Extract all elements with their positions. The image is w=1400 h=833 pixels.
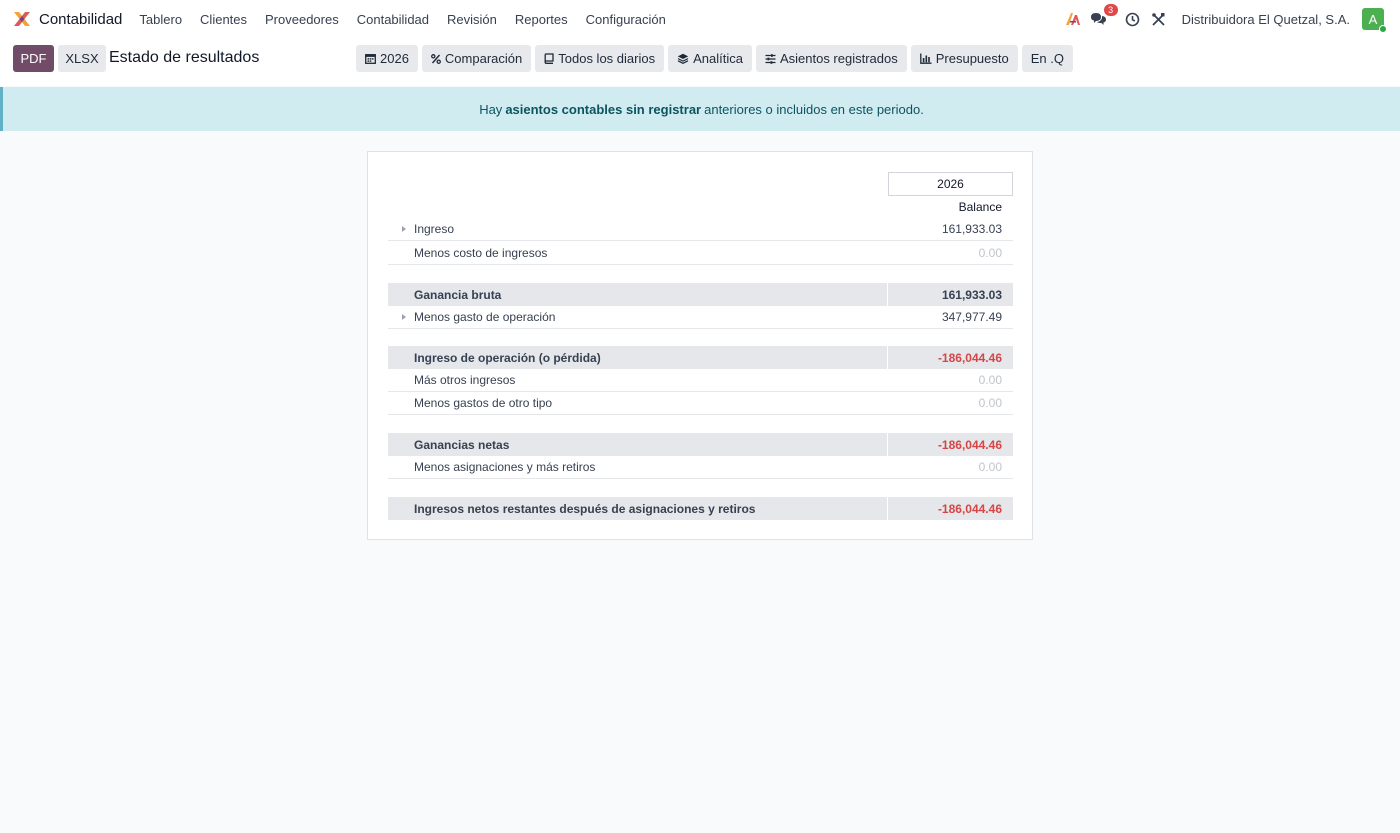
menu-item-proveedores[interactable]: Proveedores (265, 11, 339, 27)
row-label: Menos asignaciones y más retiros (414, 460, 596, 474)
row-value: 0.00 (978, 460, 1002, 474)
row-label: Ganancia bruta (414, 287, 502, 302)
row-value: 0.00 (978, 373, 1002, 387)
filter-posted-entries[interactable] (756, 45, 907, 72)
filter-comparison-label: Comparación (444, 51, 523, 66)
row-value[interactable]: 347,977.49 (941, 310, 1002, 324)
filter-analytic[interactable] (668, 45, 752, 72)
row-value: 161,933.03 (941, 287, 1002, 302)
menu-item-reportes[interactable]: Reportes (514, 11, 568, 27)
filter-budget-label: Presupuesto (935, 51, 1009, 66)
alert-suffix: anteriores o incluidos en este periodo. (704, 101, 924, 117)
tools-icon[interactable] (1150, 10, 1168, 28)
app-name: Contabilidad (39, 10, 123, 28)
layers-icon (677, 53, 689, 64)
row-label: Ingreso (414, 222, 455, 236)
menu-item-configuracion[interactable]: Configuración (585, 11, 666, 27)
filter-journals-label: Todos los diarios (558, 51, 656, 66)
filter-currency-label: En .Q (1030, 51, 1064, 66)
online-status-dot (1379, 25, 1387, 33)
menu-item-tablero[interactable]: Tablero (139, 11, 183, 27)
sliders-icon (765, 54, 776, 64)
unposted-entries-link[interactable]: asientos contables sin registrar (505, 101, 702, 117)
row-label: Menos gastos de otro tipo (414, 396, 553, 410)
row-value: 0.00 (978, 396, 1002, 410)
app-logo-icon (12, 9, 32, 29)
control-panel (0, 38, 1400, 86)
avatar-letter: A (1368, 11, 1378, 27)
menu-item-clientes[interactable]: Clientes (200, 11, 248, 27)
user-avatar[interactable] (1362, 8, 1384, 30)
row-value: -186,044.46 (937, 501, 1002, 516)
balance-column-header: Balance (958, 200, 1002, 214)
company-switcher[interactable]: Distribuidora El Quetzal, S.A. (1181, 11, 1350, 27)
page-title: Estado de resultados (109, 49, 260, 66)
chat-icon[interactable] (1090, 5, 1114, 28)
row-value: 0.00 (978, 246, 1002, 260)
calendar-icon (365, 53, 376, 64)
income-statement-report (367, 151, 1033, 540)
row-value[interactable]: 161,933.03 (941, 222, 1002, 236)
row-label: Ingreso de operación (o pérdida) (414, 350, 601, 365)
report-row-ingreso[interactable] (388, 218, 1013, 241)
filter-currency[interactable] (1022, 45, 1073, 72)
menu-item-revision[interactable]: Revisión (447, 11, 497, 27)
pdf-button[interactable]: PDF (13, 45, 54, 72)
xlsx-button[interactable]: XLSX (58, 45, 106, 72)
filter-posted-entries-label: Asientos registrados (779, 51, 898, 66)
app-brand[interactable] (12, 9, 122, 29)
main-menu (139, 12, 683, 27)
alert-prefix: Hay (479, 101, 503, 117)
row-label: Ingresos netos restantes después de asignaciones y retiros (414, 501, 756, 516)
report-row-ingresos-netos-restantes (388, 497, 1013, 520)
expand-caret-icon[interactable] (402, 314, 406, 320)
filter-budget[interactable] (911, 45, 1018, 72)
report-row-asignaciones (388, 456, 1013, 479)
book-icon (544, 53, 554, 64)
bar-chart-icon (920, 53, 932, 64)
report-row-gastos-otro-tipo (388, 392, 1013, 415)
row-value: -186,044.46 (937, 437, 1002, 452)
report-row-otros-ingresos (388, 369, 1013, 392)
report-row-ganancias-netas (388, 433, 1013, 456)
report-row-gasto-operacion[interactable] (388, 306, 1013, 329)
top-navbar (0, 0, 1400, 38)
clock-icon[interactable] (1124, 10, 1142, 28)
filter-journals[interactable] (535, 45, 664, 72)
percent-icon (431, 54, 441, 64)
row-label: Ganancias netas (414, 437, 510, 452)
report-row-ingreso-operacion (388, 346, 1013, 369)
row-value: -186,044.46 (937, 350, 1002, 365)
report-filters (356, 45, 1077, 72)
navbar-systray (1064, 0, 1384, 38)
chat-count-badge: 3 (1104, 4, 1118, 16)
report-row-costo-ingresos (388, 242, 1013, 265)
filter-analytic-label: Analítica (693, 51, 743, 66)
row-label: Menos costo de ingresos (414, 246, 548, 260)
filter-date[interactable] (356, 45, 418, 72)
period-column-header: 2026 (888, 172, 1013, 196)
row-label: Menos gasto de operación (414, 310, 556, 324)
unposted-entries-alert (0, 87, 1400, 131)
filter-date-label: 2026 (380, 51, 409, 66)
ai-icon[interactable] (1064, 10, 1082, 28)
expand-caret-icon[interactable] (402, 226, 406, 232)
filter-comparison[interactable] (422, 45, 531, 72)
report-row-ganancia-bruta (388, 283, 1013, 306)
row-label: Más otros ingresos (414, 373, 516, 387)
menu-item-contabilidad[interactable]: Contabilidad (356, 11, 430, 27)
